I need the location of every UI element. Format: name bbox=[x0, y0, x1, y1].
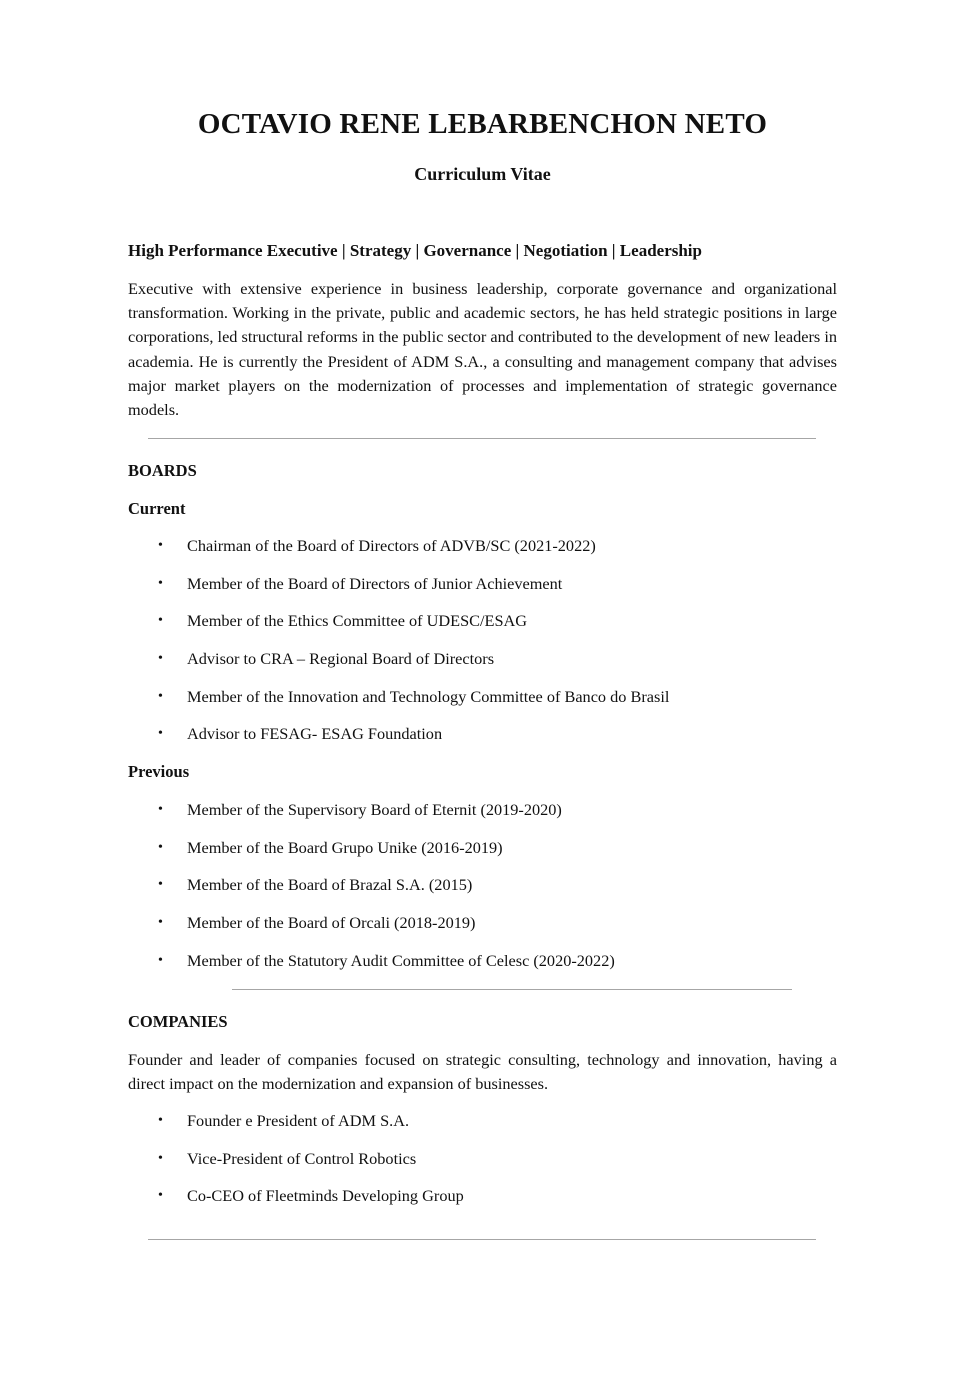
list-item: • Vice-President of Control Robotics bbox=[158, 1148, 417, 1168]
list-item: • Member of the Ethics Committee of UDESC/ESAG bbox=[158, 611, 528, 631]
section-divider bbox=[232, 989, 792, 990]
list-item: • Advisor to FESAG- ESAG Foundation bbox=[158, 724, 443, 744]
profile-summary: Executive with extensive experience in business leadership, corporate governance and organizational transformation. Working in the private, public and academic sectors, he has held strategic positions in large corporations, led structural reforms in the public sector and contributed to the development of new leaders in academia. He is currently the President of ADM S.A., a consulting and management company that advises major market players on the modernization of processes and implementation of strategic governance models. bbox=[128, 279, 837, 420]
list-item: • Co-CEO of Fleetminds Developing Group bbox=[158, 1186, 464, 1206]
list-item: • Advisor to CRA – Regional Board of Directors bbox=[158, 649, 495, 669]
companies-summary: Founder and leader of companies focused on strategic consulting, technology and innovation, having a direct impact on the modernization and expansion of businesses. bbox=[128, 1050, 837, 1094]
bullet-icon: • bbox=[158, 1150, 163, 1166]
bullet-icon: • bbox=[158, 1113, 163, 1128]
bullet-icon: • bbox=[158, 651, 163, 667]
list-item: • Member of the Board of Brazal S.A. (2015) bbox=[158, 875, 473, 895]
boards-previous-list bbox=[128, 800, 837, 988]
list-item: • Member of the Statutory Audit Committee of Celesc (2020-2022) bbox=[158, 950, 615, 970]
bullet-icon: • bbox=[158, 1188, 163, 1204]
list-item: • Member of the Board of Directors of Junior Achievement bbox=[158, 573, 563, 593]
list-item: • Chairman of the Board of Directors of ADVB/SC (2021-2022) bbox=[158, 536, 596, 555]
bullet-icon: • bbox=[158, 688, 163, 704]
list-item: • Member of the Supervisory Board of Eternit (2019-2020) bbox=[158, 800, 562, 819]
bullet-icon: • bbox=[158, 839, 163, 855]
bullet-icon: • bbox=[158, 575, 163, 591]
bullet-icon: • bbox=[158, 613, 163, 629]
bullet-icon: • bbox=[158, 726, 163, 742]
boards-heading: BOARDS bbox=[128, 461, 197, 480]
section-divider bbox=[148, 438, 816, 439]
companies-list bbox=[128, 1111, 837, 1224]
bullet-icon: • bbox=[158, 538, 163, 553]
bullet-icon: • bbox=[158, 952, 163, 968]
companies-heading: COMPANIES bbox=[128, 1012, 228, 1031]
list-item: • Member of the Board of Orcali (2018-2019) bbox=[158, 913, 476, 933]
list-item: • Member of the Innovation and Technology Committee of Banco do Brasil bbox=[158, 686, 670, 706]
list-item: • Founder e President of ADM S.A. bbox=[158, 1111, 410, 1130]
profile-tagline: High Performance Executive | Strategy | Governance | Negotiation | Leadership bbox=[128, 241, 702, 260]
boards-current-list bbox=[128, 536, 837, 762]
document-subtitle: Curriculum Vitae bbox=[414, 164, 551, 184]
bullet-icon: • bbox=[158, 915, 163, 931]
section-divider bbox=[148, 1239, 816, 1240]
list-item: • Member of the Board Grupo Unike (2016-2019) bbox=[158, 837, 503, 857]
bullet-icon: • bbox=[158, 802, 163, 817]
boards-current-heading: Current bbox=[128, 499, 186, 518]
bullet-icon: • bbox=[158, 877, 163, 893]
boards-previous-heading: Previous bbox=[128, 762, 190, 781]
person-name: OCTAVIO RENE LEBARBENCHON NETO bbox=[197, 108, 768, 140]
